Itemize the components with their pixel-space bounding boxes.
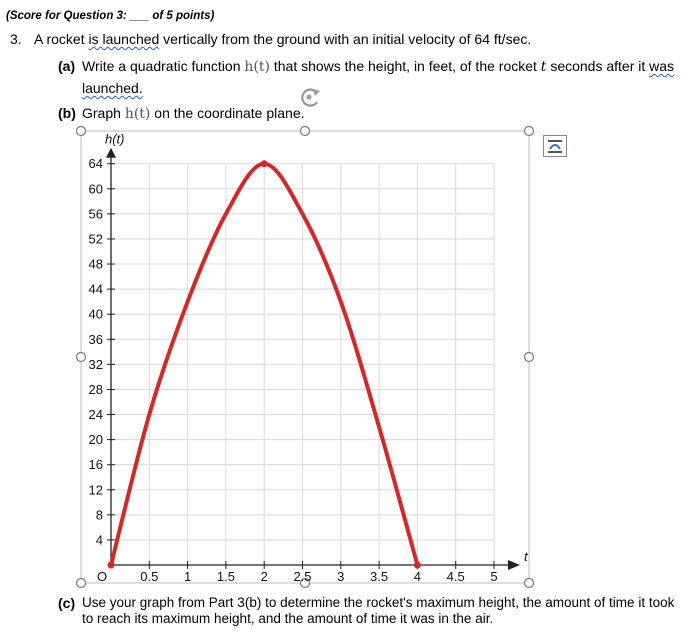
y-tick-label: 64	[88, 156, 103, 172]
part-b-func: h(t)	[124, 106, 151, 122]
part-b-pre: Graph	[82, 105, 125, 121]
layout-options-glyph	[544, 136, 566, 156]
question-text-squig: is launched	[88, 31, 160, 47]
resize-handle[interactable]	[525, 127, 534, 136]
y-tick-label: 40	[88, 306, 103, 322]
data-point	[414, 562, 421, 569]
y-tick-label: 12	[88, 482, 103, 498]
question-number: 3.	[10, 31, 22, 47]
origin-label: O	[97, 569, 108, 584]
y-tick-label: 4	[95, 532, 103, 548]
x-tick-label: 1.5	[216, 569, 235, 584]
resize-handle[interactable]	[301, 127, 310, 136]
y-tick-label: 52	[88, 231, 103, 247]
layout-options-icon[interactable]	[543, 135, 567, 157]
rotate-center	[307, 95, 312, 100]
x-tick-label: 3	[337, 569, 345, 584]
y-tick-label: 56	[88, 206, 103, 222]
y-axis-label: h(t)	[105, 131, 125, 147]
x-tick-label: 5	[490, 569, 498, 584]
data-point	[261, 160, 268, 167]
y-tick-label: 32	[88, 356, 103, 372]
part-a-pre: Write a quadratic function	[82, 58, 245, 74]
y-tick-label: 60	[88, 181, 103, 197]
chart-grid	[111, 164, 494, 565]
y-tick-label: 16	[88, 457, 103, 473]
x-tick-label: 1	[183, 569, 192, 584]
part-a-func: h(t)	[244, 59, 270, 75]
x-tick-label: 0.5	[140, 569, 159, 584]
resize-handle[interactable]	[77, 353, 86, 362]
part-a-text-line2: launched.	[82, 80, 143, 96]
score-line: (Score for Question 3: ___ of 5 points)	[6, 10, 215, 22]
resize-handle[interactable]	[77, 579, 86, 588]
part-b-label: (b)	[58, 105, 76, 121]
part-b-post: on the coordinate plane.	[150, 105, 305, 121]
rotate-arrow	[313, 89, 320, 96]
x-tick-label: 4.5	[446, 569, 465, 584]
chart-ticks	[89, 156, 498, 584]
y-tick-label: 8	[95, 507, 103, 523]
question-text-post: vertically from the ground with an initial velocity of 64 ft/sec.	[159, 31, 532, 47]
rotate-handle-icon[interactable]	[302, 89, 320, 106]
y-tick-label: 48	[88, 256, 103, 272]
y-tick-label: 24	[88, 407, 103, 423]
selection-frame[interactable]	[77, 127, 534, 588]
resize-handle[interactable]	[525, 579, 534, 588]
data-point	[108, 562, 115, 569]
question-text-pre: A rocket	[34, 31, 89, 47]
part-a-label: (a)	[58, 58, 76, 74]
y-tick-label: 44	[88, 281, 103, 297]
part-a-post: seconds after it	[546, 58, 650, 74]
part-a-var: t	[540, 59, 547, 75]
x-tick-label: 3.5	[370, 569, 389, 584]
x-tick-label: 2.5	[293, 569, 312, 584]
part-c-label: (c)	[58, 595, 76, 611]
x-tick-label: 4	[413, 569, 422, 584]
part-c-text-line2: to reach its maximum height, and the amount of time it was in the air.	[82, 611, 494, 626]
x-tick-label: 2	[260, 569, 268, 584]
y-tick-label: 28	[88, 381, 103, 397]
part-c-text-line1: Use your graph from Part 3(b) to determine the rocket's maximum height, the amount of time it took	[82, 595, 675, 610]
y-axis-arrow	[106, 148, 116, 158]
resize-handle[interactable]	[77, 127, 86, 136]
part-a-squig: was	[649, 58, 675, 74]
part-a-mid: that shows the height, in feet, of the rocket	[269, 58, 541, 74]
y-tick-label: 20	[88, 432, 103, 448]
resize-handle[interactable]	[525, 353, 534, 362]
x-axis-label: t	[524, 549, 528, 564]
y-tick-label: 36	[88, 331, 103, 347]
x-axis-arrow	[508, 560, 520, 570]
